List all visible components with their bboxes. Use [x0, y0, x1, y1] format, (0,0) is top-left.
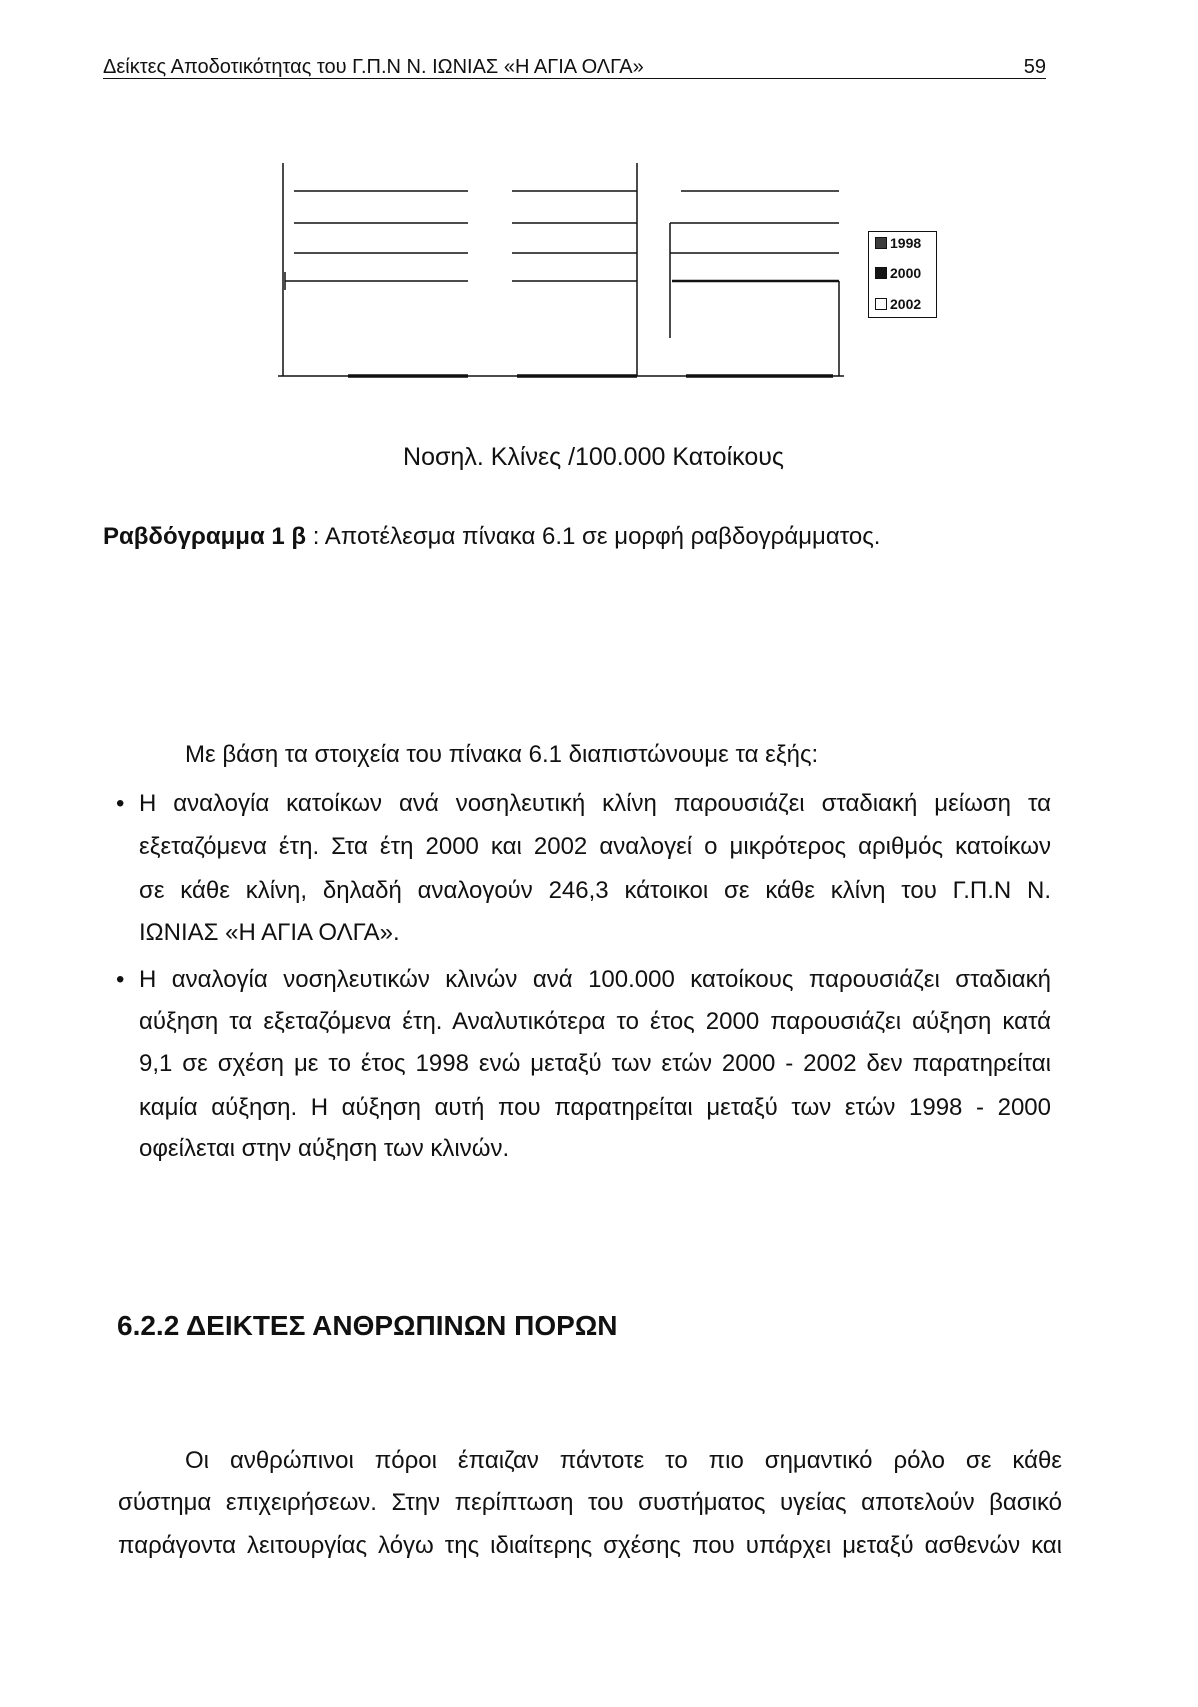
paragraph-line: σύστημα επιχειρήσεων. Στην περίπτωση του συστήματος υγείας αποτελούν βασικό: [118, 1489, 1062, 1516]
legend-swatch: [875, 267, 887, 279]
page-number: 59: [1023, 56, 1046, 78]
legend-swatch: [875, 298, 887, 310]
figure-caption-text: : Αποτέλεσμα πίνακα 6.1 σε μορφή ραβδογράμματος.: [306, 523, 881, 550]
legend-item-1998: [869, 232, 936, 254]
legend-label: 2000: [890, 265, 922, 281]
bullet-line: 9,1 σε σχέση με το έτος 1998 ενώ μεταξύ των ετών 2000 - 2002 δεν παρατηρείται: [139, 1050, 1051, 1077]
bullet-icon: •: [116, 966, 125, 993]
bullet-line: αύξηση τα εξεταζόμενα έτη. Αναλυτικότερα το έτος 2000 παρουσιάζει αύξηση κατά: [139, 1008, 1051, 1035]
figure-caption-label: Ραβδόγραμμα 1 β: [103, 523, 307, 550]
legend-swatch: [875, 237, 887, 249]
bullet-line: ΙΩΝΙΑΣ «Η ΑΓΙΑ ΟΛΓΑ».: [139, 919, 400, 946]
bullet-line: καμία αύξηση. Η αύξηση αυτή που παρατηρείται μεταξύ των ετών 1998 - 2000: [139, 1094, 1051, 1121]
paragraph-line: παράγοντα λειτουργίας λόγω της ιδιαίτερης σχέσης που υπάρχει μεταξύ ασθενών και: [118, 1532, 1062, 1559]
bullet-line: Η αναλογία κατοίκων ανά νοσηλευτική κλίνη παρουσιάζει σταδιακή μείωση τα: [139, 790, 1051, 817]
chart-x-axis-label: Νοσηλ. Κλίνες /100.000 Κατοίκους: [403, 443, 784, 471]
intro-sentence: Με βάση τα στοιχεία του πίνακα 6.1 διαπιστώνουμε τα εξής:: [185, 741, 819, 768]
header-title: Δείκτες Αποδοτικότητας του Γ.Π.Ν Ν. ΙΩΝΙΑΣ «Η ΑΓΙΑ ΟΛΓΑ»: [103, 56, 644, 78]
bullet-line: εξεταζόμενα έτη. Στα έτη 2000 και 2002 αναλογεί ο μικρότερος αριθμός κατοίκων: [139, 833, 1051, 860]
bullet-line: οφείλεται στην αύξηση των κλινών.: [139, 1135, 510, 1162]
figure-caption: [103, 523, 943, 551]
page-header: [103, 56, 1046, 79]
chart-legend: [868, 231, 937, 318]
legend-item-2000: [869, 262, 936, 284]
section-heading: 6.2.2 ΔΕΙΚΤΕΣ ΑΝΘΡΩΠΙΝΩΝ ΠΟΡΩΝ: [117, 1310, 618, 1341]
bar-chart: [0, 150, 1198, 390]
bullet-icon: •: [116, 790, 125, 817]
bullet-line: Η αναλογία νοσηλευτικών κλινών ανά 100.000 κατοίκους παρουσιάζει σταδιακή: [139, 966, 1051, 993]
legend-item-2002: [869, 293, 936, 315]
legend-label: 2002: [890, 296, 922, 312]
legend-label: 1998: [890, 235, 922, 251]
paragraph-line: Οι ανθρώπινοι πόροι έπαιζαν πάντοτε το πιο σημαντικό ρόλο σε κάθε: [185, 1447, 1062, 1474]
bullet-line: σε κάθε κλίνη, δηλαδή αναλογούν 246,3 κάτοικοι σε κάθε κλίνη του Γ.Π.Ν Ν.: [139, 877, 1051, 904]
